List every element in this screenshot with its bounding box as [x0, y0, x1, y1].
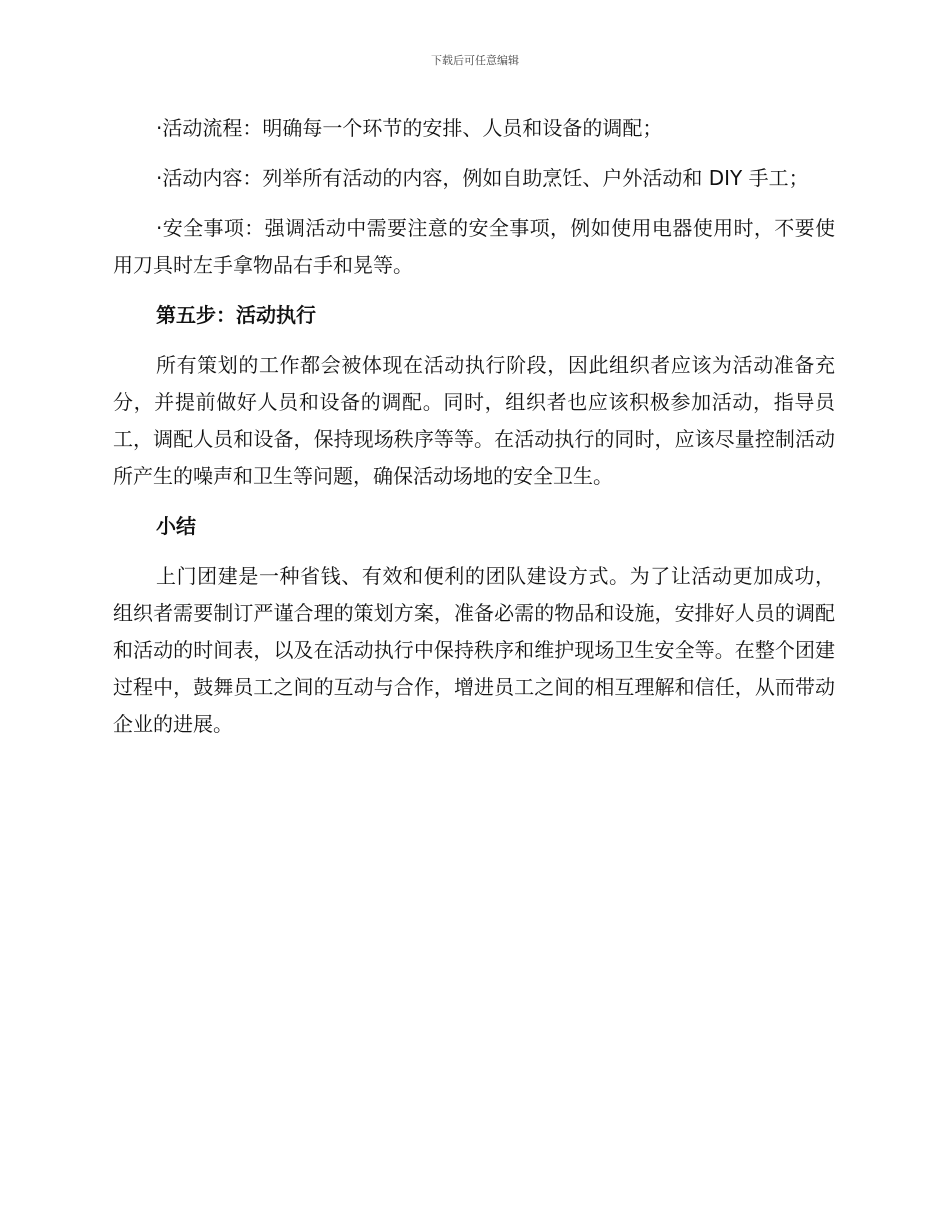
paragraph-summary: 上门团建是一种省钱、有效和便利的团队建设方式。为了让活动更加成功，组织者需要制订严谨合理的策划方案，准备必需的物品和设施，安排好人员的调配和活动的时间表，以及在活动执行中保持秩序和维护现场卫生安全等。在整个团建过程中，鼓舞员工之间的互动与合作，增进员工之间的相互理解和信任，从而带动企业的进展。 — [113, 564, 835, 736]
bullet-activity-content: ·活动内容：列举所有活动的内容，例如自助烹饪、户外活动和 DIY 手工； — [156, 166, 809, 190]
document-body — [113, 110, 835, 756]
paragraph-activity-execution: 所有策划的工作都会被体现在活动执行阶段，因此组织者应该为活动准备充分，并提前做好人员和设备的调配。同时，组织者也应该积极参加活动，指导员工，调配人员和设备，保持现场秩序等等。在活动执行的同时，应该尽量控制活动所产生的噪声和卫生等问题，确保活动场地的安全卫生。 — [113, 353, 835, 488]
section-heading-summary: 小结 — [156, 514, 196, 538]
bullet-safety-notes: ·安全事项：强调活动中需要注意的安全事项，例如使用电器使用时，不要使用刀具时左手拿物品右手和晃等。 — [113, 216, 835, 277]
section-heading-step-five: 第五步：活动执行 — [156, 303, 316, 327]
bullet-activity-flow: ·活动流程：明确每一个环节的安排、人员和设备的调配； — [156, 116, 663, 140]
page-header: 下载后可任意编辑 — [431, 54, 519, 67]
